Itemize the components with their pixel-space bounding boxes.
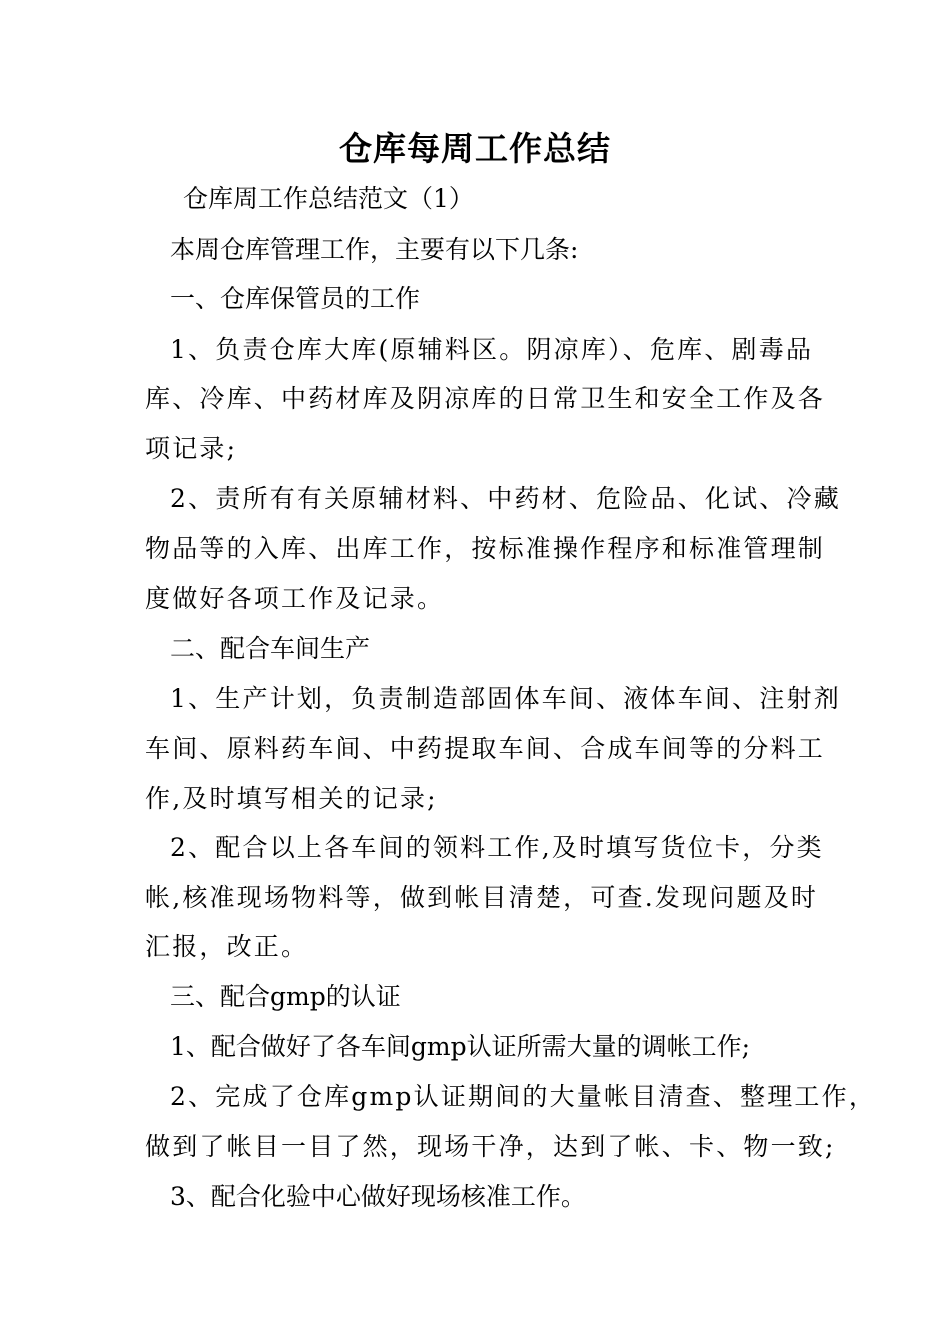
paragraph-line: 1、配合做好了各车间gmp认证所需大量的调帐工作; (170, 1032, 751, 1061)
paragraph-line: 2、责所有有关原辅材料、中药材、危险品、化试、冷藏 (170, 484, 841, 513)
paragraph-line: 1、负责仓库大库(原辅料区。阴凉库）、危库、剧毒品 (170, 335, 814, 364)
document-title: 仓库每周工作总结 (339, 129, 611, 168)
paragraph-line: 项记录; (145, 434, 238, 463)
paragraph-line: 3、配合化验中心做好现场核准工作。 (170, 1182, 586, 1211)
paragraph-line: 1、生产计划，负责制造部固体车间、液体车间、注射剂 (170, 684, 841, 713)
section-heading: 一、仓库保管员的工作 (170, 284, 421, 313)
paragraph-line: 作,及时填写相关的记录; (145, 784, 438, 813)
document-subtitle: 仓库周工作总结范文（1） (183, 184, 474, 213)
paragraph-line: 车间、原料药车间、中药提取车间、合成车间等的分料工 (145, 734, 826, 763)
section-heading: 三、配合gmp的认证 (170, 982, 401, 1011)
paragraph-line: 做到了帐目一目了然，现场干净，达到了帐、卡、物一致; (145, 1132, 836, 1161)
section-heading: 二、配合车间生产 (170, 634, 371, 663)
paragraph-line: 汇报，改正。 (145, 932, 309, 961)
paragraph-line: 帐,核准现场物料等，做到帐目清楚，可查.发现问题及时 (145, 883, 819, 912)
paragraph-line: 本周仓库管理工作，主要有以下几条: (170, 235, 579, 264)
paragraph-line: 2、完成了仓库gmp认证期间的大量帐目清查、整理工作， (170, 1082, 877, 1111)
paragraph-line: 度做好各项工作及记录。 (145, 584, 445, 613)
paragraph-line: 2、配合以上各车间的领料工作,及时填写货位卡，分类 (170, 833, 824, 862)
paragraph-line: 库、冷库、中药材库及阴凉库的日常卫生和安全工作及各 (145, 384, 826, 413)
paragraph-line: 物品等的入库、出库工作，按标准操作程序和标准管理制 (145, 534, 826, 563)
